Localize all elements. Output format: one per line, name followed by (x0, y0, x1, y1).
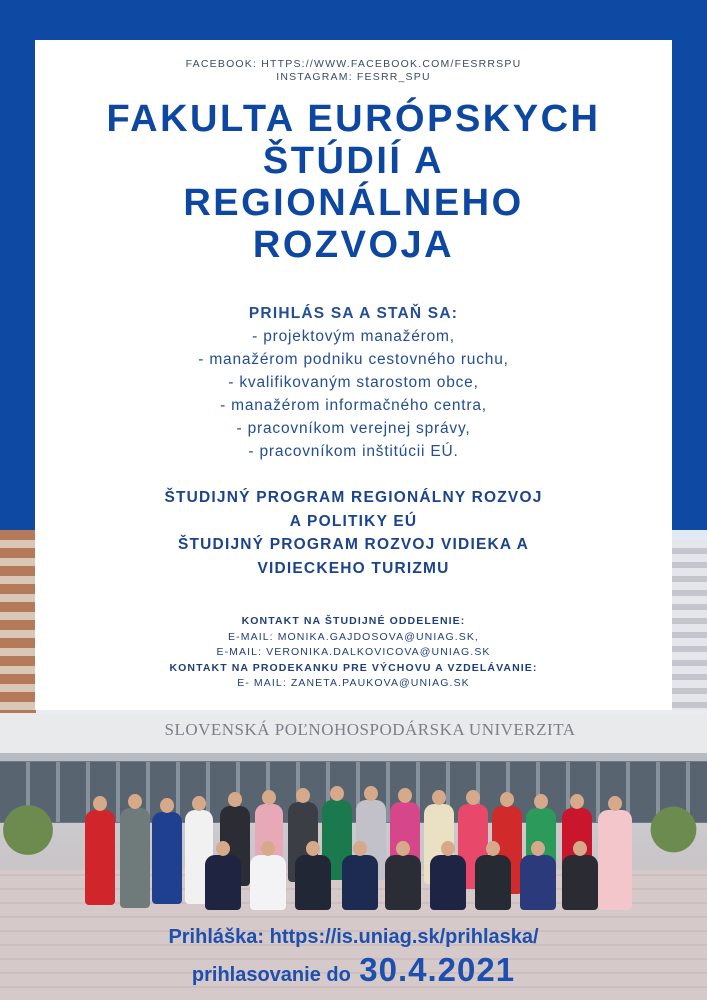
graduates-group (80, 780, 640, 920)
study-programs (35, 486, 672, 580)
program-line: ŠTUDIJNÝ PROGRAM ROZVOJ VIDIEKA A (177, 536, 530, 553)
person (120, 808, 150, 908)
title-line: ROZVOJA (252, 224, 455, 266)
career-item: - pracovníkom inštitúcii EÚ. (248, 443, 459, 460)
program-line: VIDIECKEHO TURIZMU (257, 559, 450, 577)
university-sign: SLOVENSKÁ POĽNOHOSPODÁRSKA UNIVERZITA (164, 720, 576, 739)
deadline-line (0, 951, 707, 989)
contact-block (35, 614, 672, 692)
info-card (35, 40, 672, 710)
vice-dean-label: KONTAKT NA PRODEKANKU PRE VÝCHOVU A VZDELÁVANIE: (169, 661, 538, 674)
career-offer (35, 302, 672, 463)
person (475, 855, 511, 910)
email-link[interactable]: E-MAIL: MONIKA.GAJDOSOVA@UNIAG.SK, (228, 630, 479, 643)
faculty-title (35, 98, 672, 266)
offer-heading: PRIHLÁS SA A STAŇ SA: (248, 305, 459, 322)
instagram-handle: INSTAGRAM: FESRR_SPU (276, 71, 431, 83)
career-item: - projektovým manažérom, (252, 328, 455, 345)
program-line: A POLITIKY EÚ (289, 512, 418, 530)
study-dept-label: KONTAKT NA ŠTUDIJNÉ ODDELENIE: (241, 615, 466, 627)
person (342, 855, 378, 910)
person (152, 812, 182, 904)
email-link[interactable]: E- MAIL: ZANETA.PAUKOVA@UNIAG.SK (237, 677, 470, 689)
left-tower-building (0, 530, 36, 720)
facebook-link: FACEBOOK: HTTPS://WWW.FACEBOOK.COM/FESRRSPU (185, 58, 522, 70)
title-line: REGIONÁLNEHO (183, 182, 524, 224)
application-link[interactable]: Prihláška: https://is.uniag.sk/prihlaska/ (168, 926, 539, 948)
career-item: - manažérom podniku cestovného ruchu, (198, 351, 509, 368)
person (598, 810, 632, 910)
deadline-label: prihlasovanie do (191, 964, 351, 986)
title-line: FAKULTA EURÓPSKYCH (106, 98, 601, 140)
person (562, 855, 598, 910)
social-links (35, 58, 672, 84)
person (520, 855, 556, 910)
person (85, 810, 115, 905)
shrub-left (0, 795, 70, 865)
person (430, 855, 466, 910)
title-line: ŠTÚDIÍ A (262, 140, 445, 182)
shrub-right (640, 792, 707, 867)
person (295, 855, 331, 910)
email-link[interactable]: E-MAIL: VERONIKA.DALKOVICOVA@UNIAG.SK (216, 646, 491, 658)
deadline-date: 30.4.2021 (359, 951, 516, 988)
career-item: - manažérom informačného centra, (220, 397, 487, 414)
person (385, 855, 421, 910)
career-item: - kvalifikovaným starostom obce, (228, 374, 479, 391)
career-item: - pracovníkom verejnej správy, (236, 420, 471, 437)
person (205, 855, 241, 910)
program-line: ŠTUDIJNÝ PROGRAM REGIONÁLNY ROZVOJ (164, 489, 543, 506)
person (250, 855, 286, 910)
